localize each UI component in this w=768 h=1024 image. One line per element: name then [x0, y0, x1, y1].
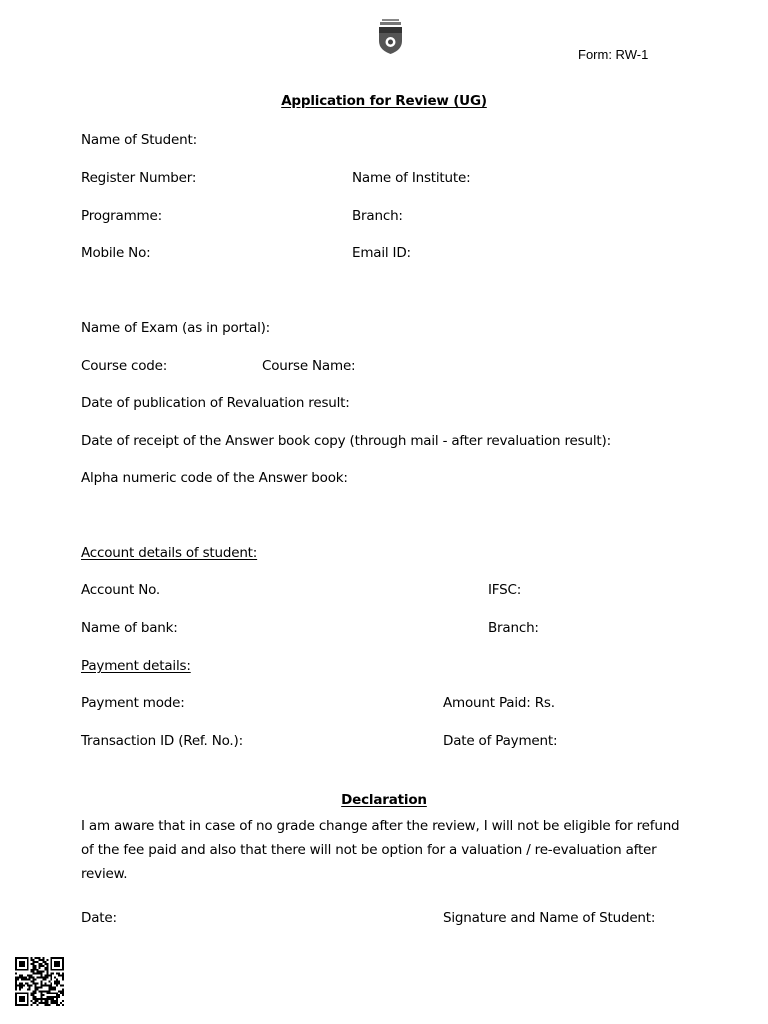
exam-name-label: Name of Exam (as in portal): — [81, 320, 271, 336]
mobile-number-label: Mobile No: — [81, 245, 151, 261]
institute-name-label: Name of Institute: — [352, 170, 471, 186]
course-code-label: Course code: — [81, 358, 168, 374]
alpha-numeric-code-label: Alpha numeric code of the Answer book: — [81, 470, 348, 486]
answer-book-receipt-label: Date of receipt of the Answer book copy (through mail - after revaluation result): — [81, 433, 611, 449]
amount-paid-label: Amount Paid: Rs. — [443, 695, 555, 711]
payment-details-heading: Payment details: — [81, 658, 191, 674]
payment-date-label: Date of Payment: — [443, 733, 558, 749]
register-number-label: Register Number: — [81, 170, 197, 186]
email-id-label: Email ID: — [352, 245, 411, 261]
bank-branch-label: Branch: — [488, 620, 539, 636]
programme-label: Programme: — [81, 208, 162, 224]
page-title: Application for Review (UG) — [281, 93, 487, 109]
ifsc-label: IFSC: — [488, 582, 522, 598]
transaction-id-label: Transaction ID (Ref. No.): — [81, 733, 243, 749]
student-name-label: Name of Student: — [81, 132, 197, 148]
bank-name-label: Name of bank: — [81, 620, 178, 636]
university-crest-icon — [377, 19, 404, 55]
branch-label: Branch: — [352, 208, 403, 224]
payment-mode-label: Payment mode: — [81, 695, 185, 711]
form-number: Form: RW-1 — [578, 47, 649, 62]
revaluation-date-label: Date of publication of Revaluation result: — [81, 395, 350, 411]
qr-code-icon — [15, 957, 64, 1006]
signature-label: Signature and Name of Student: — [443, 910, 656, 926]
declaration-heading: Declaration — [341, 792, 427, 808]
account-details-heading: Account details of student: — [81, 545, 258, 561]
account-number-label: Account No. — [81, 582, 161, 598]
course-name-label: Course Name: — [262, 358, 356, 374]
declaration-text: I am aware that in case of no grade change after the review, I will not be eligible for refund of the fee paid and also that there will not be option for a valuation / re-evaluation after review. — [81, 818, 680, 882]
date-label: Date: — [81, 910, 117, 926]
